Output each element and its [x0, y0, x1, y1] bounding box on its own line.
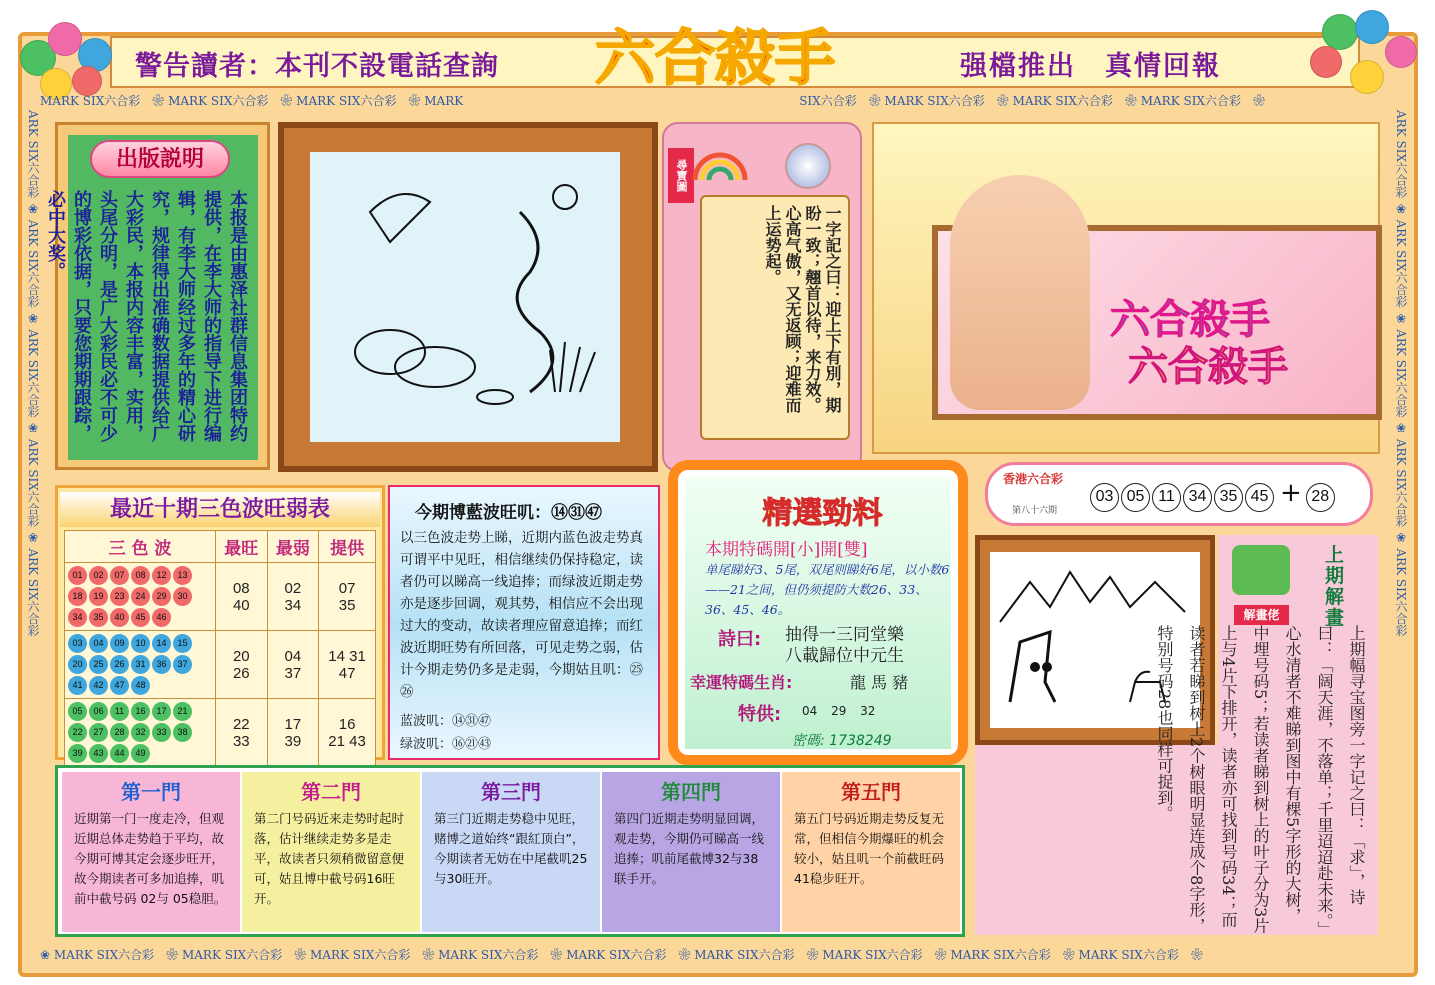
gate-title: 第一門: [121, 780, 181, 804]
number-ball: 24: [131, 587, 150, 606]
table-cell: 16 21 43: [319, 699, 376, 767]
balloon-icon: [1310, 46, 1342, 78]
number-ball: 49: [131, 744, 150, 763]
number-ball: 02: [89, 566, 108, 585]
number-ball: 01: [68, 566, 87, 585]
number-ball: 43: [89, 744, 108, 763]
draw-issue-number: 第八十六期: [1012, 506, 1058, 516]
balloon-icon: [1385, 36, 1417, 68]
gate-text: 第四门近期走势明显回调，观走势，今期仍可睇高一线追捧；叽前尾截博32与38联手开。: [614, 811, 765, 886]
top-strip: MARK SIX六合彩 ❀ MARK SIX六合彩 ❀ MARK SIX六合彩 ❀ MARK SIX六合彩 ❀ MARK SIX六合彩 ❀ MARK SIX六合彩 ❀ MARK SIX六合彩 ❀: [40, 94, 1265, 108]
number-ball: 04: [89, 634, 108, 653]
number-ball: 38: [173, 723, 192, 742]
gate-card: [602, 772, 780, 932]
number-ball: 13: [173, 566, 192, 585]
number-ball: 14: [152, 634, 171, 653]
brand-logo: 六合殺手: [595, 24, 835, 94]
number-ball: 42: [89, 676, 108, 695]
number-ball: 22: [68, 723, 87, 742]
number-ball: 11: [110, 702, 129, 721]
poem-line-1: 抽得一三同堂樂: [785, 625, 904, 645]
number-ball: 03: [68, 634, 87, 653]
number-ball: 41: [68, 676, 87, 695]
balloon-icon: [48, 22, 82, 56]
blue-wave-text: 以三色波走势上睇，近期内蓝色波走势真可谓平中见旺，相信继续仍保持稳定，读者仍可以睇高一线追捧；而绿波近期走势亦是逐步回调，观其势，相信应不会出现过大的变动，故读者理应留意追捧；而红波近期旺势有所回落，可见走势之弱，估计今期走势仍多是走弱，今期姑且叽：㉕㉖: [400, 530, 643, 700]
draw-number: 45: [1245, 483, 1274, 512]
photo-logo-2: 六合殺手: [1128, 344, 1288, 390]
rainbow-icon: [690, 135, 750, 185]
draw-number: 35: [1214, 483, 1243, 512]
table-cell: 08 40: [216, 563, 268, 631]
number-ball: 19: [89, 587, 108, 606]
picture-explain-heading: 上期解畫: [1325, 544, 1345, 629]
red-ball-group: [65, 563, 216, 631]
draw-number: 03: [1090, 483, 1119, 512]
left-side-strip: ARK SIX六合彩 ❀ ARK SIX六合彩 ❀ ARK SIX六合彩 ❀ ARK SIX六合彩 ❀ ARK SIX六合彩: [26, 110, 40, 637]
photo-logo-1: 六合殺手: [1110, 297, 1270, 343]
wave-table-header: 最旺: [216, 531, 268, 563]
table-cell: 07 35: [319, 563, 376, 631]
number-ball: 16: [131, 702, 150, 721]
number-ball: 05: [68, 702, 87, 721]
wave-table-header: 三 色 波: [65, 531, 216, 563]
tail-number-tip: 单尾睇好3、5尾，双尾则睇好6尾，以小数6——21之间，但仍须提防大数26、33、36、45、46。: [705, 562, 950, 617]
wave-table-header: 提供: [319, 531, 376, 563]
cover-photo-model: [950, 175, 1090, 410]
green-wave-line: 绿波叽：⑯㉑㊸: [400, 737, 492, 752]
number-ball: 27: [89, 723, 108, 742]
number-ball: 35: [89, 608, 108, 627]
picture-explain-badge: 解畫佬: [1234, 605, 1289, 625]
gate-text: 近期第一门一度走冷，但观近期总体走势趋于平均，故今期可博其定会逐步旺开，故今期读者可多加追捧，叽前中截号码 02与 05稳胆。: [74, 811, 227, 906]
number-ball: 15: [173, 634, 192, 653]
green-ball-group: [65, 699, 216, 767]
blue-ball-group: [65, 631, 216, 699]
number-ball: 32: [131, 723, 150, 742]
number-ball: 09: [110, 634, 129, 653]
bottom-strip: ❀ MARK SIX六合彩 ❀ MARK SIX六合彩 ❀ MARK SIX六合彩 ❀ MARK SIX六合彩 ❀ MARK SIX六合彩 ❀ MARK SIX六合彩 ❀ MARK SIX六合彩 ❀ MARK SIX六合彩 ❀ MARK SIX六合彩 ❀: [40, 948, 1203, 962]
number-ball: 20: [68, 655, 87, 674]
number-ball: 17: [152, 702, 171, 721]
draw-result-label: 香港六合彩: [1003, 472, 1064, 486]
table-cell: 17 39: [267, 699, 319, 767]
table-cell: 02 34: [267, 563, 319, 631]
number-ball: 36: [152, 655, 171, 674]
number-ball: 31: [131, 655, 150, 674]
number-ball: 37: [173, 655, 192, 674]
gate-title: 第二門: [301, 780, 361, 804]
number-ball: 18: [68, 587, 87, 606]
number-ball: 08: [131, 566, 150, 585]
number-ball: 07: [110, 566, 129, 585]
riddle-picture: [310, 152, 620, 442]
number-ball: 06: [89, 702, 108, 721]
special-number: 28: [1306, 483, 1335, 512]
table-cell: 20 26: [216, 631, 268, 699]
table-cell: 14 31 47: [319, 631, 376, 699]
number-ball: 21: [173, 702, 192, 721]
wave-table: [64, 530, 376, 767]
secret-code: 密碼: 1738249: [792, 733, 892, 749]
blue-wave-line: 蓝波叽：⑭㉛㊼: [400, 714, 492, 729]
publish-note-title: 出版説明: [90, 140, 230, 178]
draw-number: 34: [1183, 483, 1212, 512]
wave-table-header: 最弱: [267, 531, 319, 563]
gate-title: 第三門: [481, 780, 541, 804]
number-ball: 10: [131, 634, 150, 653]
number-ball: 34: [68, 608, 87, 627]
number-ball: 12: [152, 566, 171, 585]
gate-title: 第五門: [841, 780, 901, 804]
draw-number: 11: [1152, 483, 1181, 512]
wave-table-title: 最近十期三色波旺弱表: [60, 492, 380, 527]
number-ball: 47: [110, 676, 129, 695]
gate-title: 第四門: [661, 780, 721, 804]
number-ball: 48: [131, 676, 150, 695]
lucky-zodiac-label: 幸運特碼生肖:: [690, 673, 793, 692]
special-code-line: 本期特碼開[小]開[雙]: [705, 540, 868, 560]
lucky-zodiac-value: 龍 馬 豬: [850, 673, 909, 692]
gate-card: [422, 772, 600, 932]
gate-text: 第三门近期走势稳中见旺，赌博之道始终“跟紅顶白”，今期读者无妨在中尾截叽25与30旺开。: [434, 811, 588, 886]
number-ball: 26: [110, 655, 129, 674]
number-ball: 45: [131, 608, 150, 627]
number-ball: 44: [110, 744, 129, 763]
picture-explain-text: 上期幅寻宝图旁一字记之曰：「求」，诗曰：「阔天涯，不落单；千里迢迢赴未来。」心水清者不难睇到图中有棵5字形的大树，中埋号码5；若读者睇到树上的叶子分为3片上与4片下排开，读者亦可找到号码34；而读者若睇到树上2个树眼明显连成个8字形，特别号码28也同样可捉到。: [1155, 625, 1366, 934]
book-icon: [1232, 545, 1290, 595]
publish-note-text: 本报是由惠泽社群信息集团特约提供，在李大师的指导下进行编辑，有李大师经过多年的精心研究，规律得出准确数据提供给广大彩民，本报内容丰富，实用，头尾分明，是广大彩民必不可少的博彩依据，只要您期期跟踪，必中大奖。: [45, 190, 248, 442]
table-cell: 22 33: [216, 699, 268, 767]
treasure-poem: 一字記之曰：迎上下有別，期盼一致；翹首以待，来力效。心高气傲，又无返顾；迎难而上运势起。: [763, 205, 842, 413]
gate-card: [782, 772, 960, 932]
number-ball: 39: [68, 744, 87, 763]
draw-number: 05: [1121, 483, 1150, 512]
draw-numbers: [1090, 478, 1337, 512]
gate-text: 第五门号码近期走势反复无常，但相信今期爆旺的机会较小，姑且叽一个前截旺码41稳步旺开。: [794, 811, 945, 886]
balloon-icon: [1350, 60, 1384, 94]
number-ball: 30: [173, 587, 192, 606]
table-cell: 04 37: [267, 631, 319, 699]
riddle-drawing: [310, 152, 620, 442]
number-ball: 46: [152, 608, 171, 627]
balloon-icon: [1355, 10, 1389, 44]
featured-tips-title: 精選勁料: [762, 496, 883, 531]
balloon-icon: [1322, 14, 1358, 50]
gate-card: [62, 772, 240, 932]
number-ball: 33: [152, 723, 171, 742]
warning-text: 警告讀者：本刊不設電話查詢: [135, 51, 499, 82]
gate-text: 第二门号码近来走势时起时落，估计继续走势多是走平，故读者只须稍微留意便可，姑且博中截号码16旺开。: [254, 811, 405, 906]
plus-sign: +: [1280, 478, 1302, 508]
blue-wave-title: 今期博藍波旺叽：⑭㉛㊼: [415, 503, 602, 523]
treasure-stamp: 尋寶圖: [668, 148, 694, 203]
number-ball: 29: [152, 587, 171, 606]
right-side-strip: ARK SIX六合彩 ❀ ARK SIX六合彩 ❀ ARK SIX六合彩 ❀ ARK SIX六合彩 ❀ ARK SIX六合彩: [1394, 110, 1408, 637]
special-offer-value: 04 29 32: [802, 704, 876, 718]
number-ball: 23: [110, 587, 129, 606]
number-ball: 25: [89, 655, 108, 674]
slogan-text: 强檔推出 真情回報: [960, 51, 1221, 82]
special-offer-label: 特供:: [738, 704, 782, 725]
poem-line-2: 八載歸位中元生: [785, 646, 904, 666]
number-ball: 40: [110, 608, 129, 627]
number-ball: 28: [110, 723, 129, 742]
crystal-ball-icon: [785, 143, 831, 189]
gate-card: [242, 772, 420, 932]
poem-label: 詩曰:: [718, 629, 762, 650]
